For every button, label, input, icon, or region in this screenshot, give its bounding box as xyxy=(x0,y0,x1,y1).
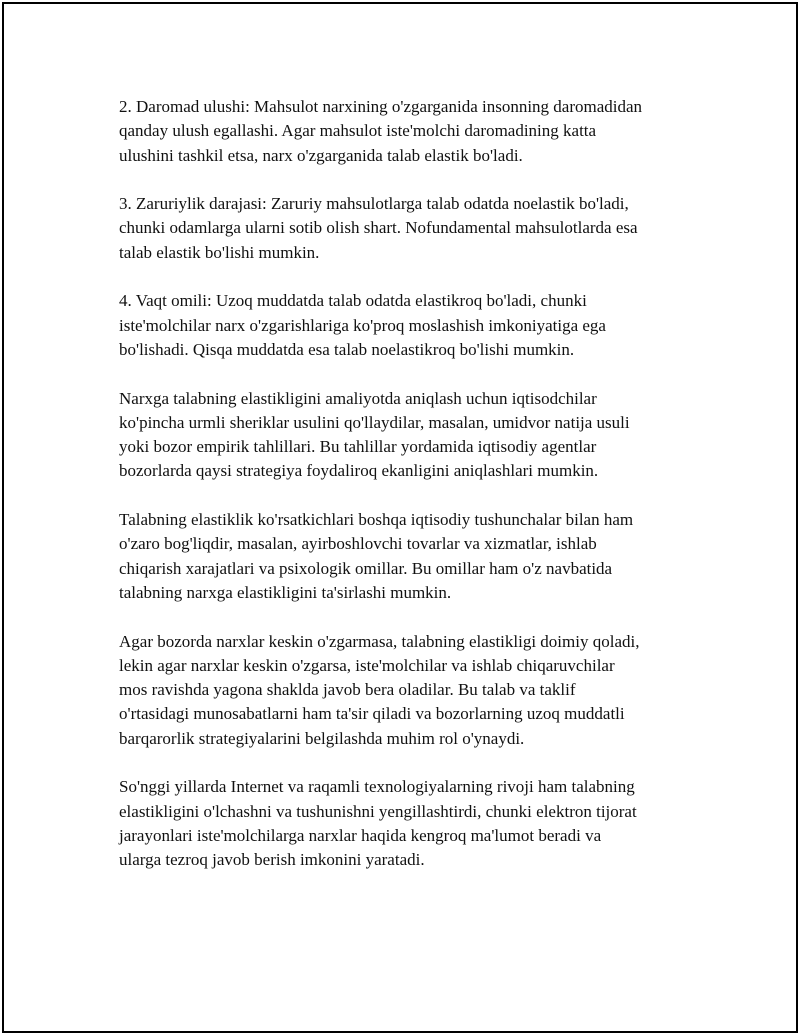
paragraph-income-share xyxy=(119,95,699,168)
text-line: ularga tezroq javob berish imkonini yaratadi. xyxy=(119,850,425,870)
text-line: chunki odamlarga ularni sotib olish shart. Nofundamental mahsulotlarda esa xyxy=(119,218,638,238)
text-line: bo'lishadi. Qisqa muddatda esa talab noelastikroq bo'lishi mumkin. xyxy=(119,339,575,359)
text-line: yoki bozor empirik tahlillari. Bu tahlillar yordamida iqtisodiy agentlar xyxy=(119,437,597,457)
text-line: ko'pincha urmli sheriklar usulini qo'llaydilar, masalan, umidvor natija usuli xyxy=(119,412,630,432)
paragraph-price-changes xyxy=(119,630,699,751)
text-line: o'zaro bog'liqdir, masalan, ayirboshlovchi tovarlar va xizmatlar, ishlab xyxy=(119,534,597,554)
text-line: Narxga talabning elastikligini amaliyotda aniqlash uchun iqtisodchilar xyxy=(119,388,597,408)
text-line: 4. Vaqt omili: Uzoq muddatda talab odatda elastikroq bo'ladi, chunki xyxy=(119,291,587,311)
text-line: So'nggi yillarda Internet va raqamli texnologiyalarning rivoji ham talabning xyxy=(119,777,635,797)
text-line: o'rtasidagi munosabatlarni ham ta'sir qiladi va bozorlarning uzoq muddatli xyxy=(119,704,625,724)
text-line: bozorlarda qaysi strategiya foydaliroq ekanligini aniqlashlari mumkin. xyxy=(119,461,599,481)
text-line: 2. Daromad ulushi: Mahsulot narxining o'zgarganida insonning daromadidan xyxy=(119,97,643,116)
text-line: qanday ulush egallashi. Agar mahsulot iste'molchi daromadining katta xyxy=(119,121,597,141)
text-line: jarayonlari iste'molchilarga narxlar haqida kengroq ma'lumot beradi va xyxy=(119,825,602,845)
text-line: iste'molchilar narx o'zgarishlariga ko'proq moslashish imkoniyatiga ega xyxy=(119,315,606,335)
text-line: talab elastik bo'lishi mumkin. xyxy=(119,242,320,262)
paragraph-necessity-level xyxy=(119,192,699,265)
paragraph-measurement-methods xyxy=(119,387,699,484)
text-line: lekin agar narxlar keskin o'zgarsa, iste'molchilar va ishlab chiqaruvchilar xyxy=(119,655,615,675)
document-page xyxy=(2,2,798,1033)
text-line: 3. Zaruriylik darajasi: Zaruriy mahsulotlarga talab odatda noelastik bo'ladi, xyxy=(119,194,629,214)
text-line: Talabning elastiklik ko'rsatkichlari boshqa iqtisodiy tushunchalar bilan ham xyxy=(119,510,634,530)
document-body xyxy=(119,95,699,897)
text-line: mos ravishda yagona shaklda javob bera oladilar. Bu talab va taklif xyxy=(119,680,576,700)
paragraph-time-factor xyxy=(119,289,699,362)
text-line: chiqarish xarajatlari va psixologik omillar. Bu omillar ham o'z navbatida xyxy=(119,558,613,578)
paragraph-related-concepts xyxy=(119,508,699,605)
text-line: talabning narxga elastikligini ta'sirlashi mumkin. xyxy=(119,582,452,602)
text-line: barqarorlik strategiyalarini belgilashda muhim rol o'ynaydi. xyxy=(119,728,525,748)
text-line: ulushini tashkil etsa, narx o'zgarganida talab elastik bo'ladi. xyxy=(119,145,523,165)
text-line: elastikligini o'lchashni va tushunishni yengillashtirdi, chunki elektron tijorat xyxy=(119,801,637,821)
text-line: Agar bozorda narxlar keskin o'zgarmasa, talabning elastikligi doimiy qoladi, xyxy=(119,631,640,651)
paragraph-digital-technologies xyxy=(119,775,699,872)
